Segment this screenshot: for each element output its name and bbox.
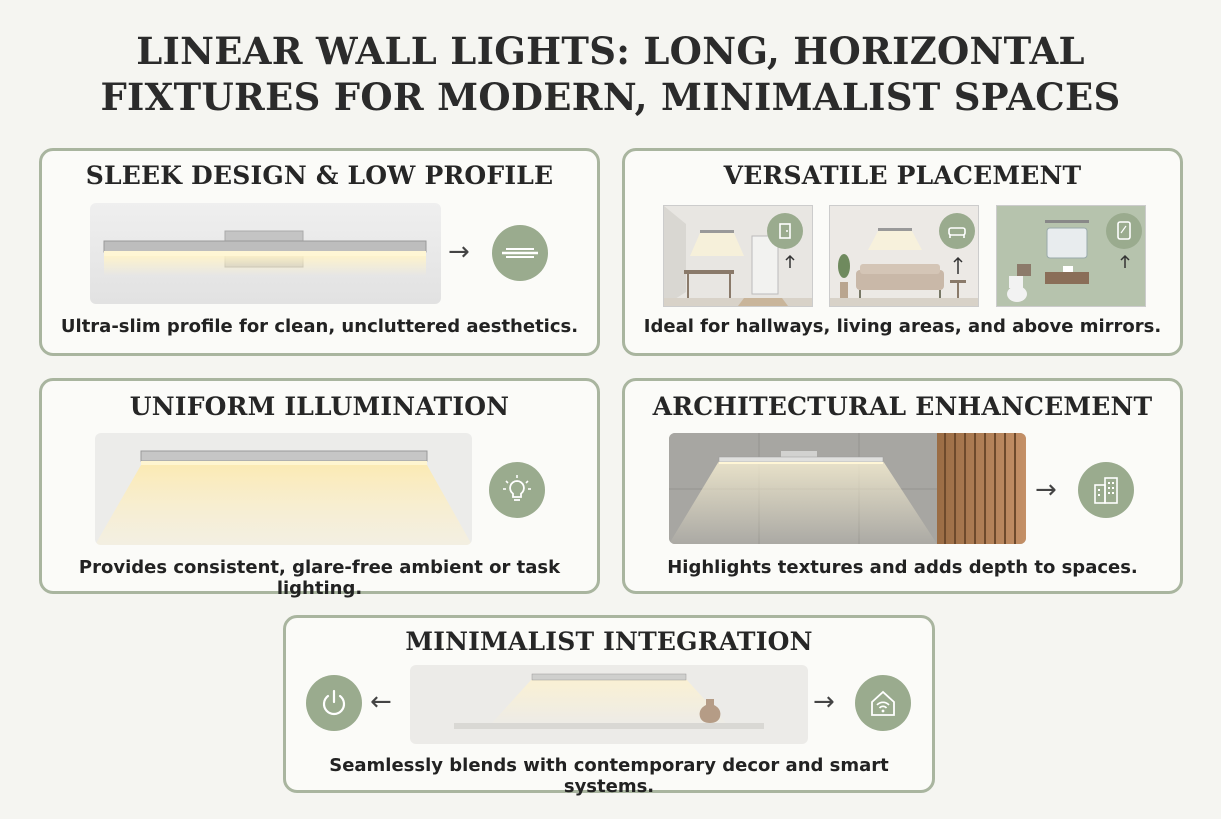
card-title-uniform-illumination: UNIFORM ILLUMINATION — [129, 392, 510, 421]
power-icon — [306, 675, 362, 731]
page-title — [0, 28, 1221, 120]
arrow-right-icon: → — [1035, 475, 1057, 505]
card-title-minimalist-integration: MINIMALIST INTEGRATION — [405, 627, 813, 656]
mirror-icon — [1106, 213, 1142, 249]
card-title-architectural-enhancement: ARCHITECTURAL ENHANCEMENT — [652, 392, 1153, 421]
card-caption-sleek-design: Ultra-slim profile for clean, uncluttered aesthetics. — [60, 316, 579, 337]
card-title-sleek-design: SLEEK DESIGN & LOW PROFILE — [85, 161, 554, 190]
slim-profile-icon — [492, 225, 548, 281]
arrow-right-icon: → — [813, 687, 835, 717]
arrow-right-icon: → — [448, 237, 470, 267]
minimalist-shelf-image — [410, 665, 808, 744]
card-caption-minimalist-integration: Seamlessly blends with contemporary decor and smart systems. — [329, 755, 889, 797]
arrow-left-icon: ← — [370, 687, 392, 717]
sofa-icon — [939, 213, 975, 249]
lightbulb-icon — [489, 462, 545, 518]
uniform-light-image — [95, 433, 472, 545]
smart-home-icon — [855, 675, 911, 731]
card-caption-architectural-enhancement: Highlights textures and adds depth to spaces. — [667, 557, 1138, 578]
building-icon — [1078, 462, 1134, 518]
architectural-wall-image — [669, 433, 1026, 544]
card-caption-versatile-placement: Ideal for hallways, living areas, and above mirrors. — [643, 316, 1162, 337]
card-title-versatile-placement: VERSATILE PLACEMENT — [723, 161, 1082, 190]
title-line-2: FIXTURES FOR MODERN, MINIMALIST SPACES — [100, 75, 1121, 119]
slim-fixture-drawing — [90, 203, 441, 304]
sleek-fixture-image — [90, 203, 441, 304]
card-caption-uniform-illumination: Provides consistent, glare-free ambient or task lighting. — [78, 557, 561, 599]
title-line-1: LINEAR WALL LIGHTS: LONG, HORIZONTAL — [136, 29, 1085, 73]
hallway-door-icon — [767, 213, 803, 249]
